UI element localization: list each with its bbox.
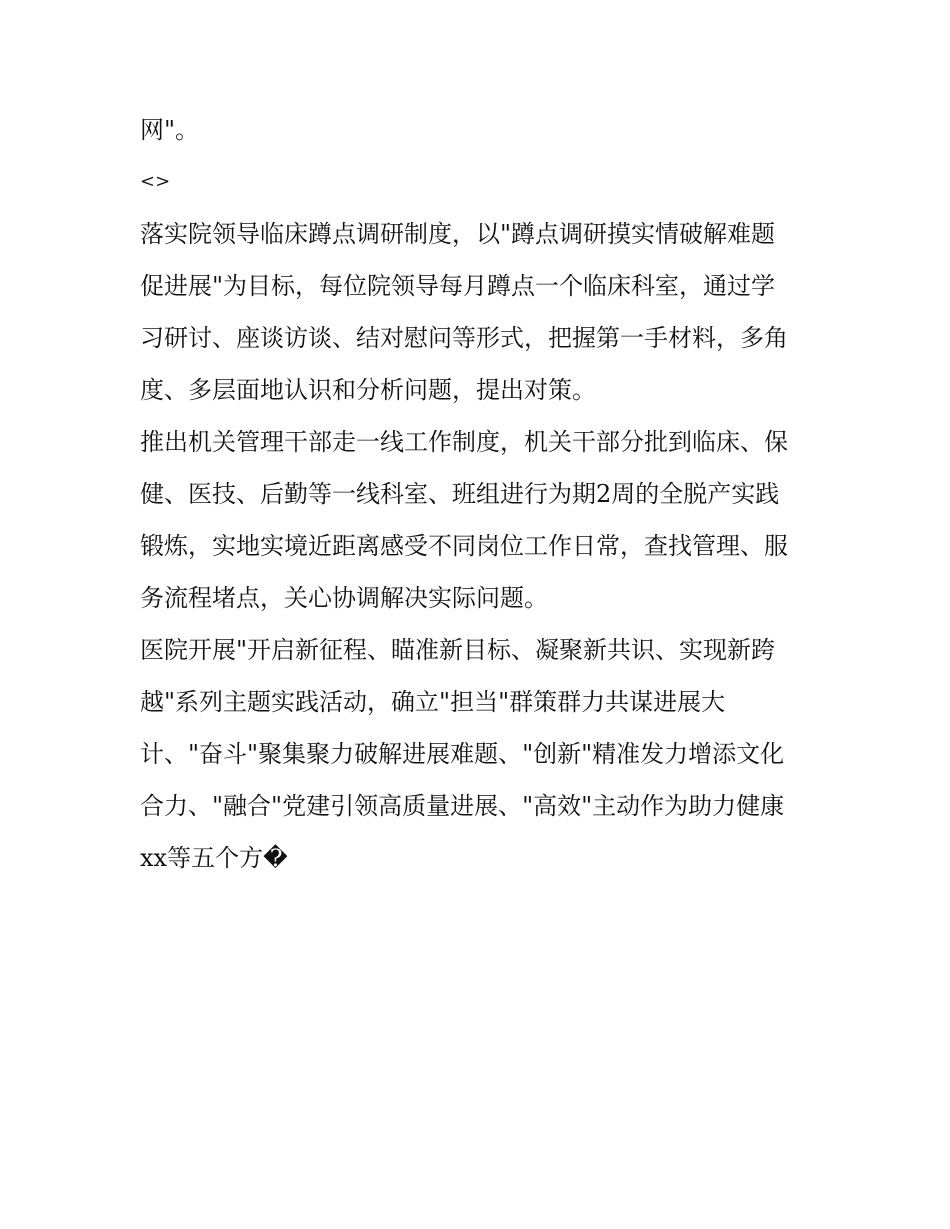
- text-line: 度、多层面地认识和分析问题，提出对策。: [140, 376, 596, 404]
- text-line: 促进展"为目标，每位院领导每月蹲点一个临床科室，通过学: [140, 272, 776, 300]
- text-line: 锻炼，实地实境近距离感受不同岗位工作日常，查找管理、服: [140, 532, 788, 560]
- text-line: 推出机关管理干部走一线工作制度，机关干部分批到临床、保: [140, 428, 788, 456]
- text-line: 医院开展"开启新征程、瞄准新目标、凝聚新共识、实现新跨: [140, 636, 776, 664]
- text-line: 健、医技、后勤等一线科室、班组进行为期2周的全脱产实践: [140, 480, 780, 508]
- text-line: xx等五个方�: [140, 844, 288, 872]
- text-line: 网"。: [140, 116, 200, 144]
- text-line: 落实院领导临床蹲点调研制度，以"蹲点调研摸实情破解难题: [140, 220, 776, 248]
- text-line: 习研讨、座谈访谈、结对慰问等形式，把握第一手材料，多角: [140, 324, 788, 352]
- text-line: 合力、"融合"党建引领高质量进展、"高效"主动作为助力健康: [140, 792, 785, 820]
- text-line: 务流程堵点，关心协调解决实际问题。: [140, 584, 548, 612]
- text-line: <>: [140, 171, 171, 192]
- document-body: [140, 104, 820, 884]
- text-line: 越"系列主题实践活动，确立"担当"群策群力共谋进展大: [140, 688, 726, 716]
- text-line: 计、"奋斗"聚集聚力破解进展难题、"创新"精准发力增添文化: [140, 740, 785, 768]
